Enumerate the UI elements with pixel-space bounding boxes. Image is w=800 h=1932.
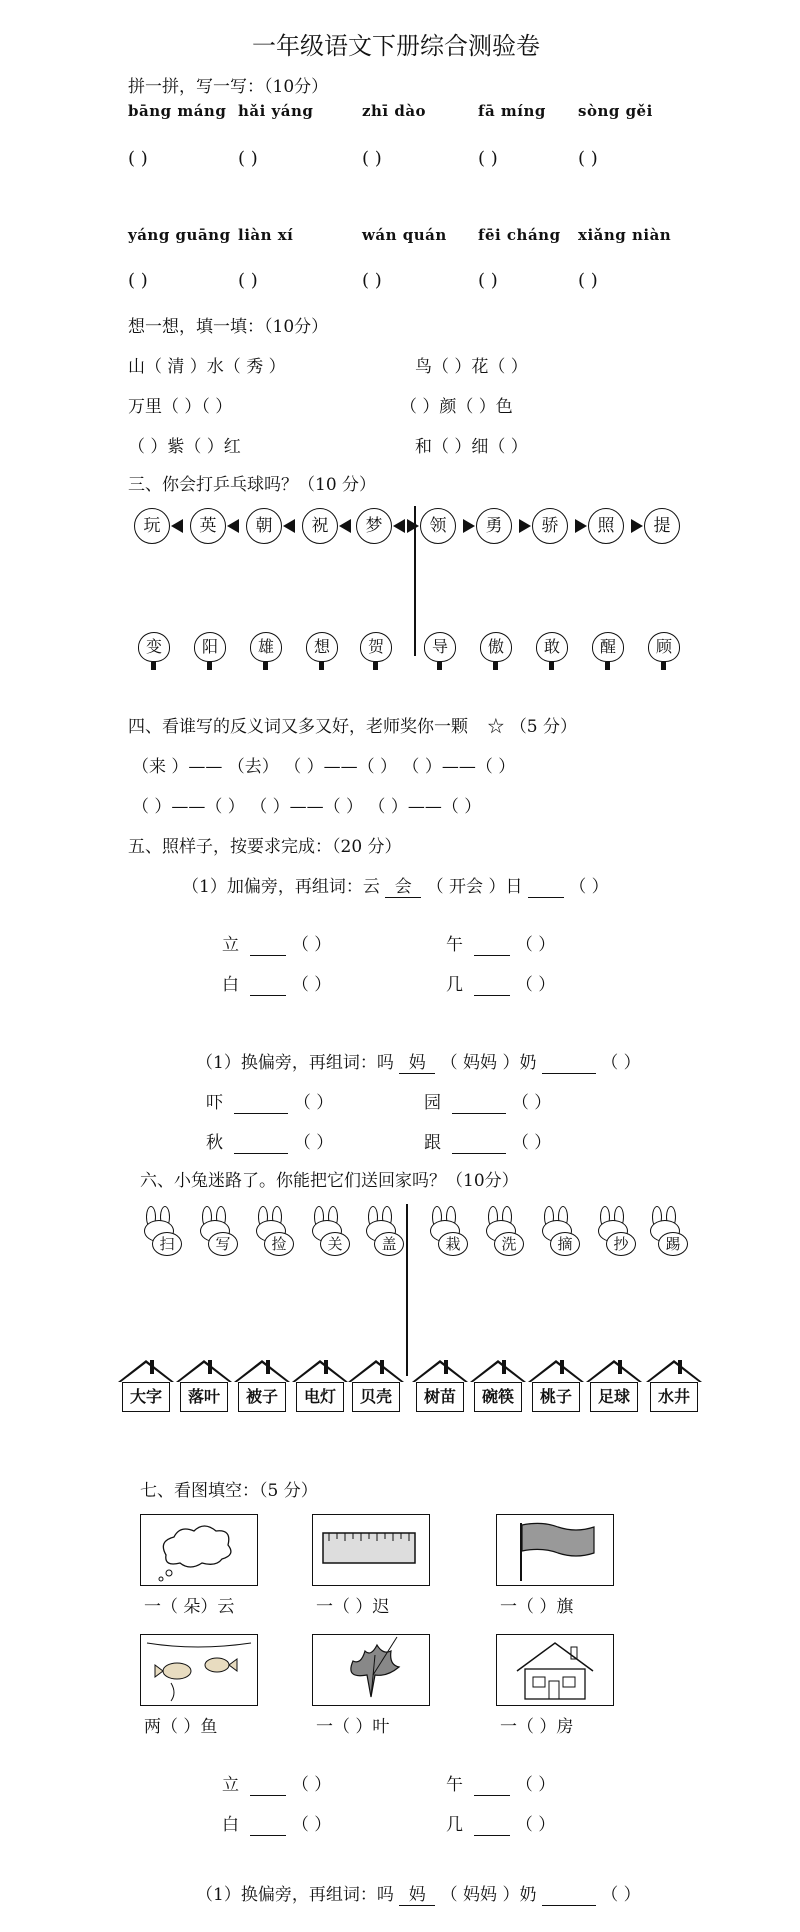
bat-6[interactable]: 傲 — [480, 632, 512, 662]
paren-blank: （ ） — [291, 935, 332, 955]
pinyin-row1-1: hǎi yáng — [238, 102, 314, 120]
example-2-word: （ 妈妈 ）奶 — [440, 1053, 537, 1073]
fill-line-2a: 万里（ ）（ ） — [128, 397, 233, 417]
bunny-label: 踢 — [658, 1232, 688, 1256]
paren-blank: （ ） — [293, 1133, 334, 1153]
example-1-word: （ 开会 ）日 — [426, 877, 523, 897]
caption-3: 一（ ）旗 — [500, 1597, 574, 1617]
bunny-9[interactable] — [640, 1206, 692, 1258]
q-row — [446, 930, 555, 956]
section-6-heading: 六、小兔迷路了。你能把它们送回家吗？（10分） — [140, 1171, 519, 1191]
bunny-4[interactable] — [356, 1206, 408, 1258]
fill-line-2b: （ ）颜（ ）色 — [400, 397, 513, 417]
bat-9[interactable]: 顾 — [648, 632, 680, 662]
house-label: 碗筷 — [474, 1382, 522, 1412]
blank[interactable] — [234, 1133, 288, 1154]
chimney-icon — [502, 1360, 506, 1374]
blank[interactable] — [250, 1775, 286, 1796]
pinyin-row2-3: fēi cháng — [478, 226, 561, 244]
house-7[interactable] — [528, 1360, 584, 1416]
pinyin-row1-4: sòng gěi — [578, 102, 653, 120]
example-3-word: （ 妈妈 ）奶 — [440, 1885, 537, 1905]
bat-1[interactable]: 阳 — [194, 632, 226, 662]
pinyin-row1-3: fā míng — [478, 102, 546, 120]
q-char: 跟 — [424, 1133, 441, 1153]
flag-icon — [497, 1515, 613, 1585]
paren-blank: （ ） — [291, 1775, 332, 1795]
ball-3[interactable]: 祝 — [302, 508, 338, 544]
leaf-picture — [312, 1634, 430, 1706]
example-1-prompt: （1）加偏旁，再组词：云 — [182, 877, 380, 897]
bat-0[interactable]: 变 — [138, 632, 170, 662]
ball-0[interactable]: 玩 — [134, 508, 170, 544]
house-label: 被子 — [238, 1382, 286, 1412]
bunny-0[interactable] — [134, 1206, 186, 1258]
bunny-label: 写 — [208, 1232, 238, 1256]
q-row — [222, 1770, 331, 1796]
house-3[interactable] — [292, 1360, 348, 1416]
flag-picture — [496, 1514, 614, 1586]
example-3 — [196, 1880, 641, 1906]
bat-2[interactable]: 雄 — [250, 632, 282, 662]
q-char: 几 — [446, 1815, 463, 1835]
caption-6: 一（ ）房 — [500, 1717, 574, 1737]
bunny-label: 抄 — [606, 1232, 636, 1256]
section-4-title: 四、看谁写的反义词又多又好，老师奖你一颗 — [128, 717, 468, 737]
ball-7[interactable]: 骄 — [532, 508, 568, 544]
section-3-heading: 三、你会打乒乓球吗？（10 分） — [128, 475, 377, 495]
pinyin-row2-4: xiǎng niàn — [578, 226, 672, 244]
bunny-6[interactable] — [476, 1206, 528, 1258]
fill-line-1a: 山（ 清 ）水（ 秀 ） — [128, 357, 286, 377]
blank[interactable] — [250, 935, 286, 956]
house-5[interactable] — [412, 1360, 468, 1416]
caption-1: 一（ 朵）云 — [144, 1597, 235, 1617]
write-blank[interactable]: ( ) — [578, 148, 598, 169]
caption-5: 一（ ）叶 — [316, 1717, 390, 1737]
bat-3[interactable]: 想 — [306, 632, 338, 662]
write-blank[interactable]: ( ) — [478, 148, 498, 169]
bunny-label: 关 — [320, 1232, 350, 1256]
write-blank[interactable]: ( ) — [238, 148, 258, 169]
ball-4[interactable]: 梦 — [356, 508, 392, 544]
write-blank[interactable]: ( ) — [362, 148, 382, 169]
ball-6[interactable]: 勇 — [476, 508, 512, 544]
star-icon: ☆ — [487, 717, 505, 737]
ball-2[interactable]: 朝 — [246, 508, 282, 544]
divider-line — [406, 1204, 408, 1376]
ball-5[interactable]: 领 — [420, 508, 456, 544]
bunny-label: 栽 — [438, 1232, 468, 1256]
paren-blank: （ ） — [601, 1885, 641, 1905]
q-row — [446, 1810, 555, 1836]
q-row — [424, 1088, 551, 1114]
paren-blank: （ ） — [515, 935, 556, 955]
q-row — [222, 1810, 331, 1836]
page-title: 一年级语文下册综合测验卷 — [252, 32, 540, 60]
house-picture — [496, 1634, 614, 1706]
example-2-answer: 妈 — [399, 1048, 435, 1074]
chimney-icon — [380, 1360, 384, 1374]
cloud-icon — [141, 1515, 257, 1585]
bat-4[interactable]: 贺 — [360, 632, 392, 662]
bat-8[interactable]: 醒 — [592, 632, 624, 662]
blank[interactable] — [250, 1815, 286, 1836]
q-char: 午 — [446, 935, 463, 955]
blank[interactable] — [528, 877, 564, 898]
q-row — [206, 1128, 333, 1154]
bunny-1[interactable] — [190, 1206, 242, 1258]
house-label: 树苗 — [416, 1382, 464, 1412]
q-char: 白 — [222, 1815, 239, 1835]
fill-line-1b: 鸟（ ）花（ ） — [415, 357, 528, 377]
q-row — [206, 1088, 333, 1114]
section-4-score: （5 分） — [509, 717, 578, 737]
blank[interactable] — [542, 1885, 596, 1906]
house-label: 电灯 — [296, 1382, 344, 1412]
chimney-icon — [150, 1360, 154, 1374]
house-0[interactable] — [118, 1360, 174, 1416]
q-char: 园 — [424, 1093, 441, 1113]
paren-blank: （ ） — [569, 877, 609, 897]
chimney-icon — [324, 1360, 328, 1374]
fill-line-3b: 和（ ）细（ ） — [415, 437, 528, 457]
write-blank[interactable]: ( ) — [578, 270, 598, 291]
bunny-7[interactable] — [532, 1206, 584, 1258]
blank[interactable] — [250, 975, 286, 996]
caption-4: 两（ ）鱼 — [144, 1717, 218, 1737]
q-char: 秋 — [206, 1133, 223, 1153]
write-blank[interactable]: ( ) — [128, 270, 148, 291]
house-label: 桃子 — [532, 1382, 580, 1412]
example-2 — [196, 1048, 641, 1074]
blank[interactable] — [234, 1093, 288, 1114]
house-label: 大字 — [122, 1382, 170, 1412]
q-char: 几 — [446, 975, 463, 995]
paren-blank: （ ） — [291, 975, 332, 995]
q-row — [222, 930, 331, 956]
bunny-5[interactable] — [420, 1206, 472, 1258]
section-7-heading: 七、看图填空：（5 分） — [140, 1481, 318, 1501]
chimney-icon — [208, 1360, 212, 1374]
q-row — [222, 970, 331, 996]
house-2[interactable] — [234, 1360, 290, 1416]
antonym-line-1: （来 ）—— （去） （ ）——（ ） （ ）——（ ） — [132, 757, 516, 777]
caption-2: 一（ ）迟 — [316, 1597, 390, 1617]
paren-blank: （ ） — [515, 975, 556, 995]
q-char: 立 — [222, 1775, 239, 1795]
write-blank[interactable]: ( ) — [238, 270, 258, 291]
blank[interactable] — [474, 1775, 510, 1796]
bunny-label: 盖 — [374, 1232, 404, 1256]
q-row — [424, 1128, 551, 1154]
fish-picture — [140, 1634, 258, 1706]
chimney-icon — [678, 1360, 682, 1374]
bunny-label: 扫 — [152, 1232, 182, 1256]
example-2-prompt: （1）换偏旁，再组词：吗 — [196, 1053, 394, 1073]
blank[interactable] — [474, 975, 510, 996]
bunny-label: 摘 — [550, 1232, 580, 1256]
pinyin-row1-0: bāng máng — [128, 102, 227, 120]
paren-blank: （ ） — [515, 1815, 556, 1835]
section-4-heading — [128, 712, 577, 737]
pinyin-row1-2: zhī dào — [362, 102, 427, 120]
chimney-icon — [444, 1360, 448, 1374]
chimney-icon — [266, 1360, 270, 1374]
house-6[interactable] — [470, 1360, 526, 1416]
bunny-8[interactable] — [588, 1206, 640, 1258]
paren-blank: （ ） — [291, 1815, 332, 1835]
bat-7[interactable]: 敢 — [536, 632, 568, 662]
divider-line — [414, 506, 416, 656]
paren-blank: （ ） — [515, 1775, 556, 1795]
bunny-label: 捡 — [264, 1232, 294, 1256]
fill-line-3a: （ ）紫（ ）红 — [128, 437, 241, 457]
house-label: 贝壳 — [352, 1382, 400, 1412]
chimney-icon — [618, 1360, 622, 1374]
q-char: 吓 — [206, 1093, 223, 1113]
section-5-heading: 五、照样子，按要求完成：（20 分） — [128, 837, 402, 857]
ruler-icon — [313, 1515, 429, 1585]
blank[interactable] — [474, 935, 510, 956]
bunny-3[interactable] — [302, 1206, 354, 1258]
example-3-answer: 妈 — [399, 1880, 435, 1906]
ball-8[interactable]: 照 — [588, 508, 624, 544]
write-blank[interactable]: ( ) — [362, 270, 382, 291]
ruler-picture — [312, 1514, 430, 1586]
paren-blank: （ ） — [601, 1053, 641, 1073]
q-char: 白 — [222, 975, 239, 995]
bunny-2[interactable] — [246, 1206, 298, 1258]
bunny-label: 洗 — [494, 1232, 524, 1256]
example-1-answer: 会 — [385, 872, 421, 898]
house-1[interactable] — [176, 1360, 232, 1416]
paren-blank: （ ） — [511, 1093, 552, 1113]
house-9[interactable] — [646, 1360, 702, 1416]
cloud-picture — [140, 1514, 258, 1586]
blank[interactable] — [542, 1053, 596, 1074]
chimney-icon — [560, 1360, 564, 1374]
ball-1[interactable]: 英 — [190, 508, 226, 544]
q-row — [446, 1770, 555, 1796]
q-char: 午 — [446, 1775, 463, 1795]
section-2-heading: 想一想，填一填：（10分） — [128, 317, 329, 337]
blank[interactable] — [452, 1133, 506, 1154]
example-1 — [182, 872, 609, 898]
leaf-icon — [313, 1635, 429, 1705]
antonym-line-2: （ ）——（ ） （ ）——（ ） （ ）——（ ） — [132, 797, 482, 817]
pinyin-row2-1: liàn xí — [238, 226, 294, 244]
house-label: 落叶 — [180, 1382, 228, 1412]
section-1-heading: 拼一拼，写一写：（10分） — [128, 77, 329, 97]
write-blank[interactable]: ( ) — [128, 148, 148, 169]
blank[interactable] — [474, 1815, 510, 1836]
fish-icon — [141, 1635, 257, 1705]
example-3-prompt: （1）换偏旁，再组词：吗 — [196, 1885, 394, 1905]
house-label: 水井 — [650, 1382, 698, 1412]
write-blank[interactable]: ( ) — [478, 270, 498, 291]
house-4[interactable] — [348, 1360, 404, 1416]
q-row — [446, 970, 555, 996]
pinyin-row2-0: yáng guāng — [128, 226, 231, 244]
house-label: 足球 — [590, 1382, 638, 1412]
paren-blank: （ ） — [511, 1133, 552, 1153]
blank[interactable] — [452, 1093, 506, 1114]
ball-9[interactable]: 提 — [644, 508, 680, 544]
paren-blank: （ ） — [293, 1093, 334, 1113]
house-8[interactable] — [586, 1360, 642, 1416]
house-icon — [497, 1635, 613, 1705]
bat-5[interactable]: 导 — [424, 632, 456, 662]
q-char: 立 — [222, 935, 239, 955]
pinyin-row2-2: wán quán — [362, 226, 447, 244]
